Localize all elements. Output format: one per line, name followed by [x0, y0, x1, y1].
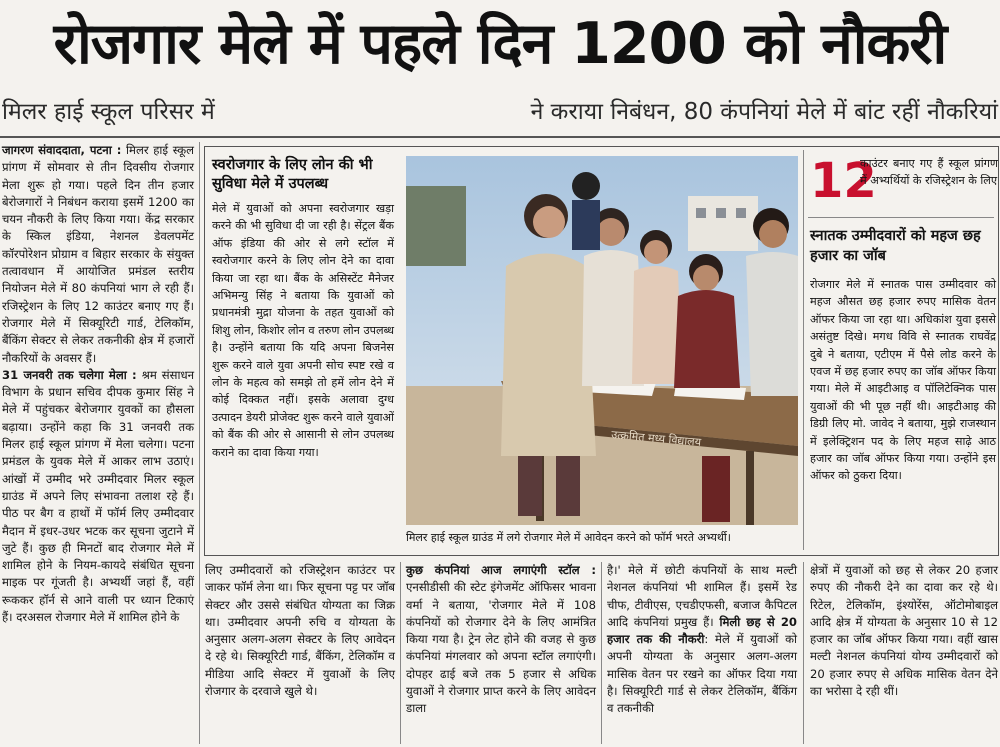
dateline: जागरण संवाददाता, पटना :	[2, 143, 122, 157]
subhead-companies: कुछ कंपनियां आज लगाएंगी स्टॉल :	[406, 563, 596, 577]
stat-divider	[808, 217, 994, 218]
loan-sidebar-body: मेले में युवाओं को अपना स्वरोजगार खड़ा करने की भी सुविधा दी जा रही है। सेंट्रल बैंक ऑफ इंडिया की ओर से लगे स्टॉल में स्वरोजगार करने के लिए लोन देने का दावा किया जा रहा था। बैंक के असिस्टेंट मैनेजर अभिमन्यु सिंह ने बताया कि युवाओं को प्रधानमंत्री मुद्रा योजना के तहत युवाओं को शिशु लोन, किशोर लोन व तरुण लोन उपलब्ध है। उन्होंने बताया कि यदि अपना बिजनेस शुरू करने वाले युवा अपनी सोच स्पष्ट रखे व लोन के महत्व को समझे तो हमें लोन देने में कोई दिक्कत नहीं। इसके अलावा दुग्ध उत्पादन डेयरी प्रोजेक्ट शुरू करने वाले युवाओं को बैंक की ओर से आसानी से लोन उपलब्ध कराने का दावा किया गया।	[212, 202, 394, 459]
subheadline-right: ने कराया निबंधन, 80 कंपनियां मेले में बांट रहीं नौकरियां	[530, 99, 998, 125]
stat-text: काउंटर बनाए गए हैं स्कूल प्रांगण में अभ्यर्थियों के रजिस्ट्रेशन के लिए	[860, 157, 998, 187]
column-1-text-2: श्रम संसाधन विभाग के प्रधान सचिव दीपक कुमार सिंह ने मेले में पहुंचकर बेरोजगार युवकों का हौसला बढ़ाया। उन्होंने कहा कि 31 जनवरी तक मिलर हाई स्कूल प्रांगण में मेला चलेगा। पटना प्रमंडल के युवक मेले में आकर लाभ उठाएं। आंखों में उम्मीद भरे उम्मीदवार मिलर स्कूल ग्राउंड में अपने लिए संभावना तलाश रहे हैं। पीठ पर बैग व हाथों में फॉर्म लिए उम्मीदवार मैदान में इधर-उधर भटक कर सूचना जुटाने में जुटे हैं। कुछ ही मिनटों बाद रोजगार मेले में शामिल होने के नियम-कायदे संबंधित सूचना माइक पर गूंजती है। अभ्यर्थी जहां हैं, वहीं रूककर हॉर्न से आने वाली पर ध्यान टिकाएं हैं। दरअसल रोजगार मेले में शामिल होने के	[2, 367, 195, 625]
news-photo-illustration	[406, 156, 798, 525]
divider-line	[0, 136, 1000, 138]
loan-sidebar	[212, 156, 394, 548]
photo-table-text: उत्क्रमित मध्य विद्यालय	[610, 428, 702, 449]
column-3-text: एनसीडीसी की स्टेट इंगेजमेंट ऑफिसर भावना वर्मा ने बताया, 'रोजगार मेले में 108 कंपनियों को रोजगार देने के लिए आमंत्रित किया गया है। ट्रेन लेट होने की वजह से कुछ कंपनियां मंगलवार को अपना स्टॉल लगाएंगी। दोपहर ढाई बजे तक 5 हजार से अधिक युवाओं ने रोजगार प्राप्त करने के लिए आवेदन डाला	[406, 580, 596, 716]
graduate-box-body: रोजगार मेले में स्नातक पास उम्मीदवार को महज औसत छह हजार रुपए मासिक वेतन ऑफर किया जा रहा था। अधिकांश युवा इससे असंतुष्ट दिखे। मगध विवि से स्नातक राघवेंद्र दुबे ने बताया, एटीएम में पैसे लोड करने के एवज में छह हजार रुपए का जॉब ऑफर किया गया। मेले में आइटीआइ व पॉलिटेक्निक पास युवाओं की भी पूछ नहीं थी। आइटीआइ की डिग्री लिए मो. जावेद ने बताया, मुझे राजस्थान में इलेक्ट्रिशन पद के लिए महज साढ़े आठ हजार का जॉब ऑफर किया गया। उन्होंने इस ऑफर को ठुकरा दिया।	[810, 278, 996, 483]
column-1-para-2	[2, 367, 194, 626]
box-column-rule	[803, 150, 804, 550]
subheadline-left: मिलर हाई स्कूल परिसर में	[2, 99, 215, 125]
article-column-1	[2, 142, 194, 744]
column-rule	[400, 562, 401, 744]
column-rule	[199, 142, 200, 744]
column-1-text-1: मिलर हाई स्कूल प्रांगण में सोमवार से तीन दिवसीय रोजगार मेला शुरू हो गया। पहले दिन तीन हजार बेरोजगारों ने निबंधन कराया इसमें 1200 का चयन नौकरी के लिए किया गया। केंद्र सरकार के स्किल इंडिया, नेशनल डेवलपमेंट कॉरपोरेशन प्रोग्राम व बिहार सरकार के संयुक्त तत्वावधान में आयोजित प्रमंडल स्तरीय नियोजन मेले में 80 कंपनियां भाग ले रही हैं। रजिस्ट्रेशन के लिए 12 काउंटर बनाए गए हैं। रोजगार मेले में सिक्यूरिटी गार्ड, टेलिकॉम, बैंकिंग सेक्टर से लेकर तकनीकी क्षेत्र में हजारों नौकरियों के अवसर हैं।	[2, 143, 194, 365]
news-photo	[406, 156, 798, 525]
column-rule	[601, 562, 602, 744]
article-column-3	[406, 562, 596, 744]
photo-caption: मिलर हाई स्कूल ग्राउंड में लगे रोजगार मेले में आवेदन करने को फॉर्म भरते अभ्यर्थी।	[406, 531, 731, 544]
column-4-text-b: : मेले में युवाओं को अपनी योग्यता के अनुसार अलग-अलग मासिक वेतन पर रखने का ऑफर दिया गया है। सिक्यूरिटी गार्ड से लेकर टेलिकॉम, बैंकिंग व तकनीकी	[607, 632, 797, 716]
article-column-5: क्षेत्रों में युवाओं को छह से लेकर 20 हजार रुपए की नौकरी देने का दावा कर रहे थे। रिटेल, टेलिकॉम, इंश्योरेंस, ऑटोमोबाइल आदि क्षेत्र में योग्यता के अनुसार 10 से 12 हजार का जॉब ऑफर किया गया। वहीं खास मल्टी नेशनल कंपनियां योग्य उम्मीदवारों को 20 हजार रुपए से अधिक मासिक वेतन देने का भरोसा दे रही थीं।	[810, 563, 998, 699]
loan-sidebar-title: स्वरोजगार के लिए लोन की भी सुविधा मेले में उपलब्ध	[212, 157, 373, 192]
headline: रोजगार मेले में पहले दिन 1200 को नौकरी	[53, 11, 947, 77]
photo-tree	[406, 186, 466, 266]
subhead-salary: मिली छह से 20 हजार तक की नौकरी	[607, 614, 797, 647]
column-1-para-1	[2, 142, 194, 367]
article-column-2: लिए उम्मीदवारों को रजिस्ट्रेशन काउंटर पर जाकर फॉर्म लेना था। फिर सूचना पट्ट पर जॉब सेक्टर और उससे संबंधित योग्यता का जिक्र था। उम्मीदवार अपनी रुचि व योग्यता के अनुसार अलग-अलग सेक्टर के लिए आवेदन दे रहे थे। सिक्यूरिटी गार्ड, बैंकिंग, टेलिकॉम व मीडिया आदि सेक्टर में युवाओं के लिए रोजगार के दरवाजे खुले थे।	[205, 563, 395, 699]
graduate-box-title: स्नातक उम्मीदवारों को महज छह हजार का जॉब	[810, 228, 981, 264]
subhead-31-january: 31 जनवरी तक चलेगा मेला :	[2, 367, 137, 382]
column-4-text-a: है।' मेले में छोटी कंपनियों के साथ मल्टी नेशनल कंपनियां भी शामिल हैं। इसमें रेड चीफ, टीवीएस, एचडीएफसी, बजाज कैपिटल आदि कंपनियां प्रमुख हैं।	[607, 563, 797, 629]
column-rule	[803, 562, 804, 744]
stat-number: 12	[810, 153, 877, 209]
article-column-4	[607, 562, 797, 744]
photo-building	[688, 196, 758, 251]
